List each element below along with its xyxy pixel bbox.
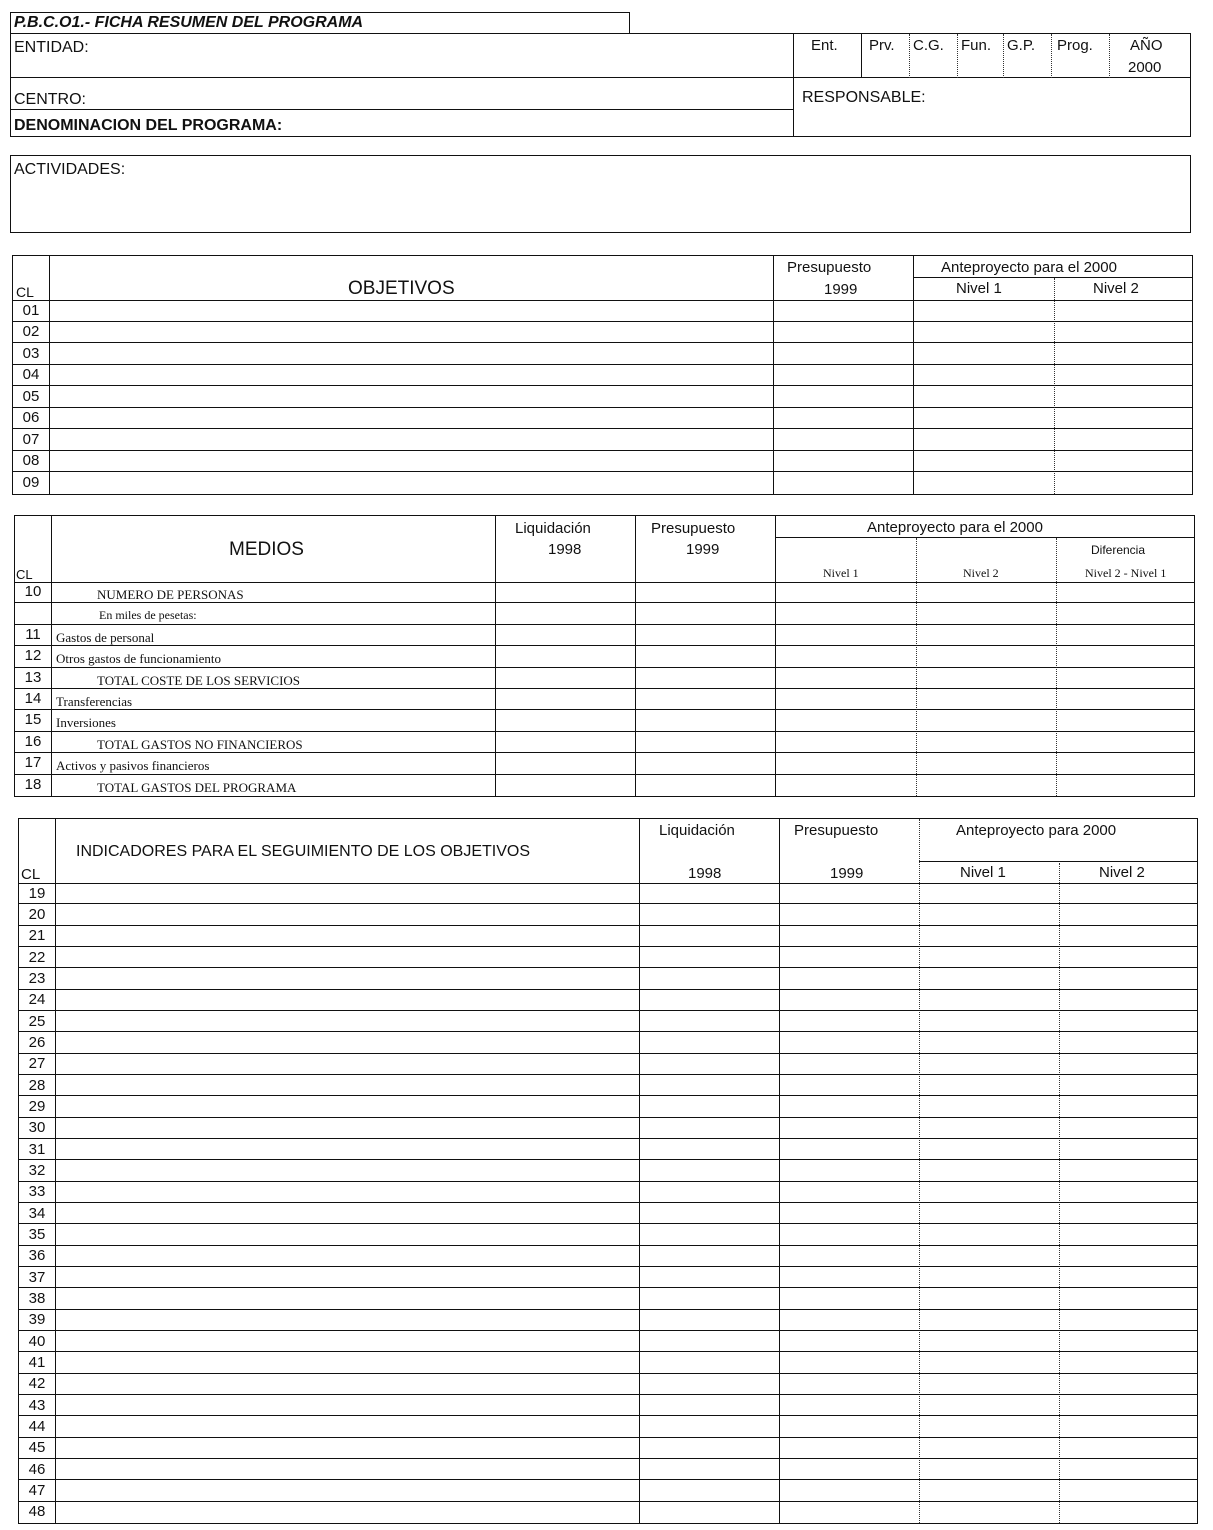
row-cl-number: 44 <box>28 1417 46 1435</box>
row-cl-number: 40 <box>28 1332 46 1350</box>
form-title-box <box>10 12 630 34</box>
table-row[interactable] <box>13 408 1192 430</box>
row-cl-number: 06 <box>22 409 40 427</box>
medios-rows <box>15 582 1194 796</box>
table-row[interactable] <box>15 732 1194 753</box>
row-cl-number: 36 <box>28 1247 46 1265</box>
row-cl-number: 24 <box>28 991 46 1009</box>
table-row[interactable] <box>15 646 1194 667</box>
actividades-box[interactable] <box>10 155 1191 233</box>
table-row[interactable] <box>19 1310 1197 1331</box>
row-cl-number: 20 <box>28 905 46 923</box>
table-row[interactable] <box>19 947 1197 968</box>
table-row[interactable] <box>13 451 1192 473</box>
responsable-label: RESPONSABLE: <box>802 89 926 106</box>
table-row[interactable] <box>19 904 1197 925</box>
table-row[interactable] <box>15 625 1194 646</box>
table-row[interactable] <box>15 753 1194 774</box>
row-cl-number: 43 <box>28 1396 46 1414</box>
row-cl-number: 21 <box>28 927 46 945</box>
row-cl-number: 33 <box>28 1183 46 1201</box>
table-row[interactable] <box>19 1438 1197 1459</box>
row-cl-number: 12 <box>24 647 42 665</box>
medios-nivel2: Nivel 2 <box>963 566 999 580</box>
indicadores-liquidacion-year: 1998 <box>688 865 722 882</box>
table-row[interactable] <box>19 1374 1197 1395</box>
row-cl-number: 02 <box>22 323 40 341</box>
table-row[interactable] <box>19 883 1197 904</box>
row-label: Transferencias <box>56 694 133 709</box>
table-row[interactable] <box>19 1416 1197 1437</box>
indicadores-liquidacion-label: Liquidación <box>659 822 735 839</box>
codes-row <box>794 34 1190 78</box>
code-gp[interactable] <box>1004 34 1052 78</box>
code-ent-label: Ent. <box>811 37 838 54</box>
row-label: TOTAL GASTOS NO FINANCIEROS <box>97 736 303 752</box>
code-gp-label: G.P. <box>1007 37 1036 54</box>
row-label: TOTAL COSTE DE LOS SERVICIOS <box>97 672 301 688</box>
medios-liquidacion-year: 1998 <box>548 541 582 558</box>
indicadores-nivel2: Nivel 2 <box>1099 864 1145 881</box>
table-row[interactable] <box>19 1502 1197 1523</box>
entidad-field[interactable] <box>11 34 794 78</box>
table-row[interactable] <box>19 1075 1197 1096</box>
medios-cl-label: CL <box>16 567 33 582</box>
table-row[interactable] <box>19 1459 1197 1480</box>
medios-diferencia-label: Diferencia <box>1091 543 1146 557</box>
table-row[interactable] <box>13 322 1192 344</box>
indicadores-nivel1: Nivel 1 <box>960 864 1006 881</box>
indicadores-presupuesto-year: 1999 <box>830 865 864 882</box>
code-cg[interactable] <box>910 34 958 78</box>
row-cl-number: 35 <box>28 1225 46 1243</box>
table-row[interactable] <box>19 1288 1197 1309</box>
code-fun-label: Fun. <box>961 37 992 54</box>
objetivos-presupuesto-year: 1999 <box>824 281 858 298</box>
row-cl-number: 25 <box>28 1012 46 1030</box>
ano-value: 2000 <box>1128 59 1162 76</box>
row-cl-number: 26 <box>28 1033 46 1051</box>
row-cl-number: 18 <box>24 775 42 793</box>
row-label: Activos y pasivos financieros <box>56 758 210 774</box>
row-label: NUMERO DE PERSONAS <box>97 587 244 602</box>
row-cl-number: 09 <box>22 473 40 491</box>
row-cl-number: 42 <box>28 1375 46 1393</box>
objetivos-table <box>12 255 1193 495</box>
table-row[interactable] <box>13 343 1192 365</box>
row-cl-number: 22 <box>28 948 46 966</box>
table-row[interactable] <box>13 429 1192 451</box>
table-row[interactable] <box>15 582 1194 603</box>
row-label: Gastos de personal <box>56 629 155 645</box>
table-row[interactable] <box>19 1054 1197 1075</box>
centro-label: CENTRO: <box>14 91 86 108</box>
table-row[interactable] <box>15 775 1194 796</box>
actividades-label: ACTIVIDADES: <box>14 161 126 178</box>
code-ano[interactable] <box>1110 34 1190 78</box>
row-label: Inversiones <box>56 715 116 731</box>
code-prog[interactable] <box>1052 34 1110 78</box>
table-row[interactable] <box>19 1182 1197 1203</box>
table-row[interactable] <box>13 472 1192 494</box>
table-row[interactable] <box>19 1203 1197 1224</box>
miles-label: En miles de pesetas: <box>99 608 197 623</box>
form-title: P.B.C.O1.- FICHA RESUMEN DEL PROGRAMA <box>14 14 364 31</box>
table-row[interactable] <box>19 1352 1197 1373</box>
indicadores-table <box>18 818 1198 1524</box>
row-cl-number: 04 <box>22 366 40 384</box>
objetivos-presupuesto-label: Presupuesto <box>787 259 872 276</box>
row-label: TOTAL GASTOS DEL PROGRAMA <box>97 779 297 795</box>
code-prv-label: Prv. <box>869 37 895 54</box>
responsable-field[interactable] <box>794 78 1190 136</box>
table-row[interactable] <box>19 968 1197 989</box>
row-label: Otros gastos de funcionamiento <box>56 651 221 667</box>
row-cl-number: 28 <box>28 1076 46 1094</box>
table-row[interactable] <box>13 300 1192 322</box>
row-cl-number: 47 <box>28 1481 46 1499</box>
row-cl-number: 17 <box>24 754 42 772</box>
table-row[interactable] <box>19 1267 1197 1288</box>
row-cl-number: 32 <box>28 1161 46 1179</box>
row-cl-number: 41 <box>28 1353 46 1371</box>
medios-title: MEDIOS <box>229 539 304 560</box>
header-block <box>10 33 1191 137</box>
table-row[interactable] <box>19 1032 1197 1053</box>
code-cg-label: C.G. <box>913 37 944 54</box>
objetivos-anteproyecto-label: Anteproyecto para el 2000 <box>941 259 1117 276</box>
table-row[interactable] <box>15 710 1194 731</box>
table-row[interactable] <box>19 1160 1197 1181</box>
table-row[interactable] <box>13 365 1192 387</box>
indicadores-rows <box>19 883 1197 1523</box>
row-cl-number: 19 <box>28 884 46 902</box>
denominacion-label: DENOMINACION DEL PROGRAMA: <box>14 117 283 134</box>
medios-nivel1: Nivel 1 <box>823 566 859 580</box>
row-cl-number: 31 <box>28 1140 46 1158</box>
objetivos-cl-label: CL <box>16 284 34 300</box>
row-cl-number: 27 <box>28 1055 46 1073</box>
medios-liquidacion-label: Liquidación <box>515 520 591 537</box>
table-row[interactable] <box>19 1331 1197 1352</box>
table-row[interactable] <box>19 926 1197 947</box>
miles-subheader-row <box>15 603 1194 624</box>
row-cl-number: 07 <box>22 430 40 448</box>
row-cl-number: 39 <box>28 1311 46 1329</box>
row-cl-number: 14 <box>24 690 42 707</box>
table-row[interactable] <box>19 1480 1197 1501</box>
medios-presupuesto-label: Presupuesto <box>651 520 736 537</box>
denominacion-field[interactable] <box>11 110 794 136</box>
row-cl-number: 38 <box>28 1289 46 1307</box>
medios-nivel-diff: Nivel 2 - Nivel 1 <box>1085 566 1167 580</box>
row-cl-number: 46 <box>28 1460 46 1478</box>
row-cl-number: 16 <box>24 732 42 750</box>
row-cl-number: 11 <box>25 625 41 643</box>
code-prv[interactable] <box>862 34 910 78</box>
indicadores-title: INDICADORES PARA EL SEGUIMIENTO DE LOS OBJETIVOS <box>76 843 531 860</box>
objetivos-title: OBJETIVOS <box>348 278 455 299</box>
medios-anteproyecto-label: Anteproyecto para el 2000 <box>867 519 1043 536</box>
table-row[interactable] <box>19 1246 1197 1267</box>
objetivos-nivel1: Nivel 1 <box>956 280 1002 297</box>
table-row[interactable] <box>19 1096 1197 1117</box>
table-row[interactable] <box>19 1395 1197 1416</box>
indicadores-presupuesto-label: Presupuesto <box>794 822 879 839</box>
row-cl-number: 08 <box>22 452 40 470</box>
medios-table <box>14 515 1195 797</box>
objetivos-nivel2: Nivel 2 <box>1093 280 1139 297</box>
table-row[interactable] <box>19 990 1197 1011</box>
row-cl-number: 23 <box>28 969 46 987</box>
medios-presupuesto-year: 1999 <box>686 541 720 558</box>
ano-label: AÑO <box>1130 37 1163 54</box>
row-cl-number: 15 <box>24 711 42 729</box>
centro-field[interactable] <box>11 78 794 110</box>
table-row[interactable] <box>19 1139 1197 1160</box>
indicadores-anteproyecto-label: Anteproyecto para 2000 <box>956 822 1117 839</box>
table-row[interactable] <box>19 1011 1197 1032</box>
table-row[interactable] <box>15 668 1194 689</box>
row-cl-number: 01 <box>22 301 40 319</box>
row-cl-number: 05 <box>22 387 40 405</box>
row-cl-number: 03 <box>22 344 40 362</box>
row-cl-number: 10 <box>24 583 42 600</box>
code-ent[interactable] <box>794 34 862 78</box>
objetivos-rows <box>13 300 1192 494</box>
row-cl-number: 48 <box>28 1503 46 1521</box>
code-fun[interactable] <box>958 34 1004 78</box>
row-cl-number: 45 <box>28 1439 46 1457</box>
table-row[interactable] <box>15 689 1194 710</box>
row-cl-number: 34 <box>28 1204 46 1222</box>
indicadores-cl-label: CL <box>21 866 41 883</box>
row-cl-number: 37 <box>28 1268 46 1286</box>
table-row[interactable] <box>19 1118 1197 1139</box>
table-row[interactable] <box>13 386 1192 408</box>
code-prog-label: Prog. <box>1057 37 1093 54</box>
row-cl-number: 30 <box>28 1119 46 1137</box>
row-cl-number: 29 <box>28 1097 46 1115</box>
entidad-label: ENTIDAD: <box>14 39 89 56</box>
row-cl-number: 13 <box>24 668 42 686</box>
table-row[interactable] <box>19 1224 1197 1245</box>
